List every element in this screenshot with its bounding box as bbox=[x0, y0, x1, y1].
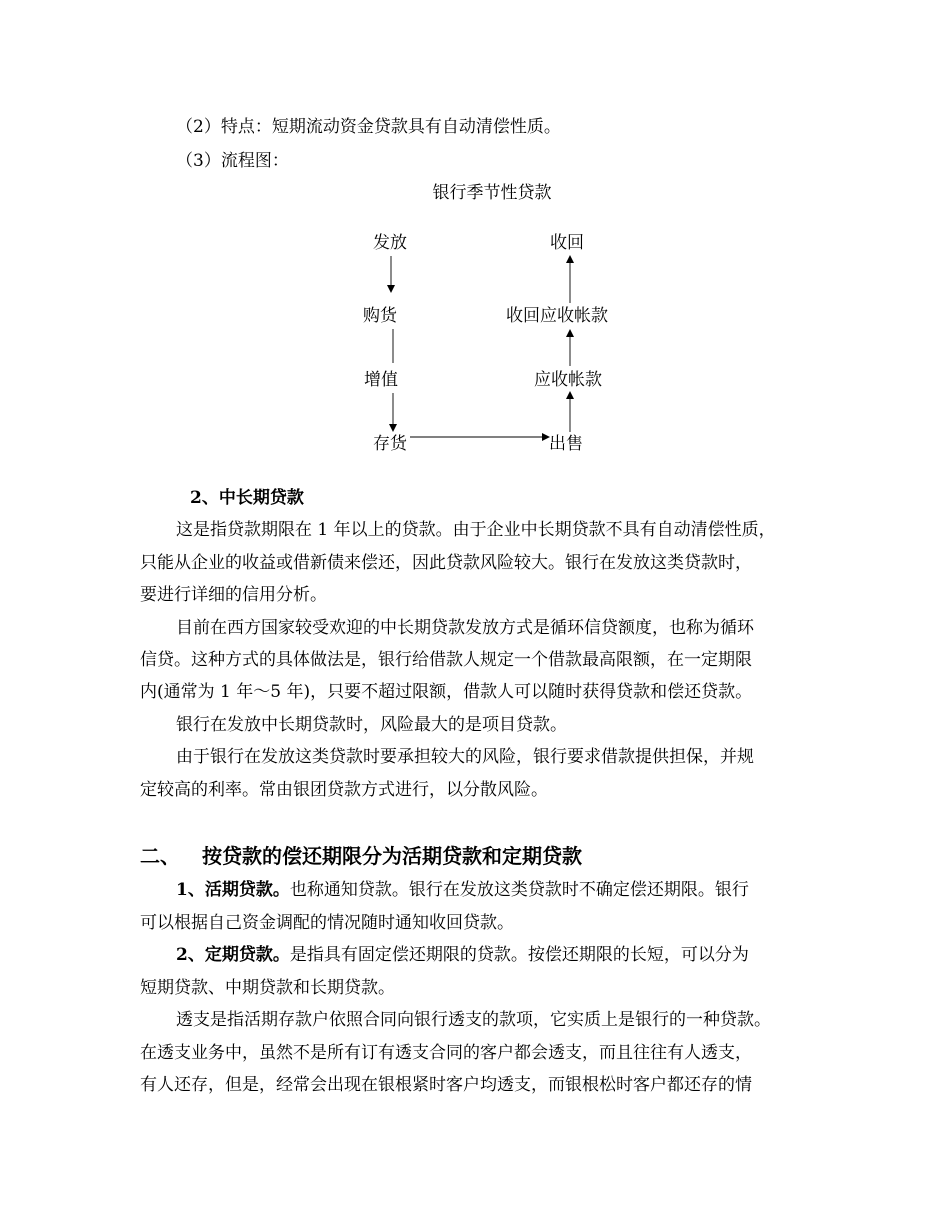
section-number: 二、 bbox=[140, 844, 180, 868]
paragraph-line: 要进行详细的信用分析。 bbox=[140, 585, 327, 605]
paragraph-line: 有人还存，但是，经常会出现在银根紧时客户均透支，而银根松时客户都还存的情 bbox=[140, 1075, 752, 1095]
arrowhead-collect-to-recover bbox=[566, 255, 574, 263]
demand-loan-line bbox=[176, 879, 749, 901]
arrowhead-value-add-to-inventory bbox=[389, 424, 397, 432]
flow-node-purchase: 购货 bbox=[363, 306, 397, 326]
paragraph-line: 由于银行在发放这类贷款时要承担较大的风险，银行要求借款提供担保，并规 bbox=[176, 747, 754, 767]
flow-node-receivables: 应收帐款 bbox=[534, 370, 602, 390]
flow-node-sale: 出售 bbox=[549, 434, 583, 454]
paragraph-line: 在透支业务中，虽然不是所有订有透支合同的客户都会透支，而且往往有人透支， bbox=[140, 1043, 752, 1063]
paragraph-line: 只能从企业的收益或借新债来偿还，因此贷款风险较大。银行在发放这类贷款时， bbox=[140, 553, 752, 573]
section-title: 按贷款的偿还期限分为活期贷款和定期贷款 bbox=[202, 844, 582, 868]
flow-node-recover: 收回 bbox=[550, 233, 584, 253]
flowchart-arrows bbox=[0, 0, 950, 480]
paragraph-line: 透支是指活期存款户依照合同向银行透支的款项，它实质上是银行的一种贷款。 bbox=[176, 1010, 771, 1030]
flow-node-inventory: 存货 bbox=[373, 434, 407, 454]
paragraph-line: 短期贷款、中期贷款和长期贷款。 bbox=[140, 978, 395, 998]
feature-line: （2）特点：短期流动资金贷款具有自动清偿性质。 bbox=[176, 117, 561, 137]
demand-loan-term: 1、活期贷款。 bbox=[176, 880, 290, 900]
flow-node-collect-receivables: 收回应收帐款 bbox=[506, 306, 608, 326]
paragraph-line: 信贷。这种方式的具体做法是，银行给借款人规定一个借款最高限额，在一定期限 bbox=[140, 650, 752, 670]
paragraph-line: 定较高的利率。常由银团贷款方式进行，以分散风险。 bbox=[140, 780, 548, 800]
paragraph-line: 内(通常为 1 年～5 年)，只要不超过限额，借款人可以随时获得贷款和偿还贷款。 bbox=[140, 682, 753, 702]
demand-loan-definition: 也称通知贷款。银行在发放这类贷款时不确定偿还期限。银行 bbox=[289, 880, 749, 900]
term-loan-definition: 是指具有固定偿还期限的贷款。按偿还期限的长短，可以分为 bbox=[289, 945, 749, 965]
flow-node-value-add: 增值 bbox=[364, 370, 398, 390]
term-loan-term: 2、定期贷款。 bbox=[176, 945, 290, 965]
flowchart-title: 银行季节性贷款 bbox=[432, 183, 552, 203]
medium-term-heading: 2、中长期贷款 bbox=[190, 488, 304, 508]
paragraph-line: 这是指贷款期限在 1 年以上的贷款。由于企业中长期贷款不具有自动清偿性质， bbox=[176, 520, 776, 540]
arrowhead-inventory-to-sale bbox=[542, 433, 550, 441]
term-loan-line bbox=[176, 944, 749, 966]
arrowhead-receivables-to-collect bbox=[566, 329, 574, 337]
arrowhead-issue-to-purchase bbox=[387, 285, 395, 293]
flow-node-issue: 发放 bbox=[373, 233, 407, 253]
section-two-heading bbox=[140, 843, 582, 869]
paragraph-line: 银行在发放中长期贷款时，风险最大的是项目贷款。 bbox=[176, 715, 567, 735]
paragraph-line: 目前在西方国家较受欢迎的中长期贷款发放方式是循环信贷额度，也称为循环 bbox=[176, 618, 754, 638]
flow-label: （3）流程图： bbox=[176, 151, 289, 171]
paragraph-line: 可以根据自己资金调配的情况随时通知收回贷款。 bbox=[140, 913, 514, 933]
arrowhead-sale-to-receivables bbox=[566, 391, 574, 399]
